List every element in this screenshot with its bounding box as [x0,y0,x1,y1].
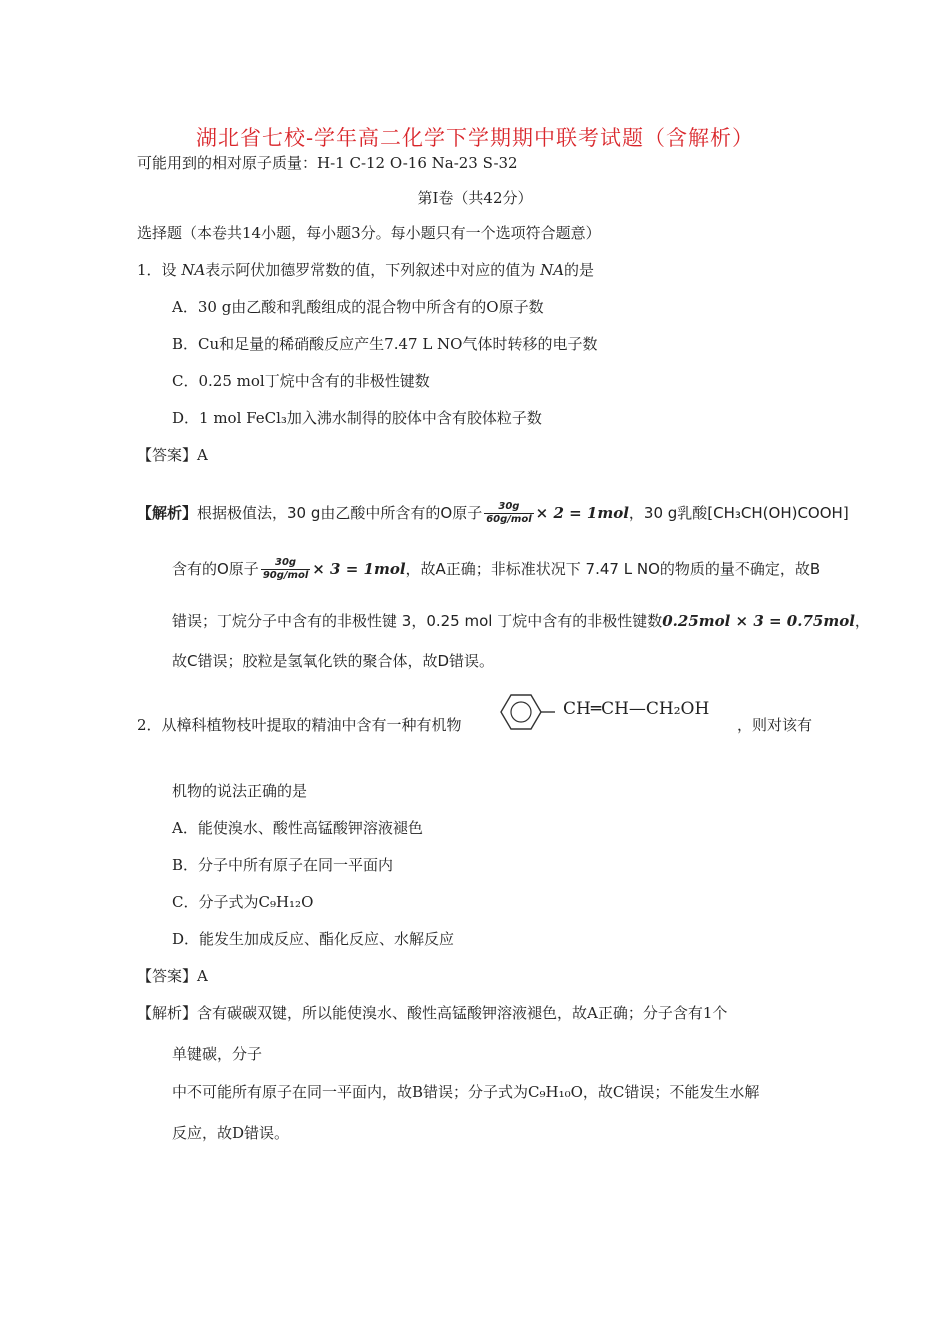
q1-answer: 【答案】A [137,446,208,464]
q1-expl-1a: 根据极值法，30 g由乙酸中所含有的O原子 [197,504,483,522]
fraction-2-den: 90g/mol [262,570,309,581]
fraction-2 [261,557,310,582]
q2-answer: 【答案】A [137,967,208,985]
q1-stem-a: 1．设 [137,261,182,279]
q1-expl-3b: 0.25mol × 3 = 0.75mol [662,612,855,630]
q2-option-d: D．能发生加成反应、酯化反应、水解反应 [172,930,455,948]
na-symbol: NA [181,261,206,279]
fraction-1 [484,501,533,526]
q1-stem-c: 的是 [564,261,595,279]
page-title: 湖北省七校-学年高二化学下学期期中联考试题（含解析） [195,126,755,150]
q2-stem-b: ，则对该有 [737,716,813,734]
q2-expl-1: 含有碳碳双键，所以能使溴水、酸性高锰酸钾溶液褪色，故A正确；分子含有1个 [197,1004,728,1022]
structure-chain: CH═CH—CH₂OH [563,699,710,719]
q1-expl-1c: ，30 g乳酸[CH₃CH(OH)COOH] [628,504,849,522]
section-title: 第Ⅰ卷（共42分） [417,189,533,207]
q1-option-c: C．0.25 mol丁烷中含有的非极性键数 [172,372,430,390]
q2-stem-a: 2．从樟科植物枝叶提取的精油中含有一种有机物 [137,716,462,734]
q2-stem-c: 机物的说法正确的是 [172,782,308,800]
q2-explanation-line4: 反应，故D错误。 [172,1124,290,1142]
fraction-2-num: 30g [261,557,310,570]
q1-expl-1b: × 2 = 1mol [535,504,629,522]
q2-explanation-line3: 中不可能所有原子在同一平面内，故B错误；分子式为C₉H₁₀O，故C错误；不能发生水解 [172,1083,760,1101]
q1-expl-2c: ，故A正确；非标准状况下 7.47 L NO的物质的量不确定，故B [405,560,821,578]
q1-expl-2b: × 3 = 1mol [312,560,406,578]
q1-explanation-line2 [172,556,820,582]
instructions: 选择题（本卷共14小题，每小题3分。每小题只有一个选项符合题意） [137,224,601,242]
benzene-ring-icon [497,692,555,732]
q1-expl-2a: 含有的O原子 [172,560,259,578]
q2-option-b: B．分子中所有原子在同一平面内 [172,856,394,874]
q1-explanation-line4: 故C错误；胶粒是氢氧化铁的聚合体，故D错误。 [172,652,495,670]
fraction-1-den: 60g/mol [486,514,532,525]
q2-option-a: A．能使溴水、酸性高锰酸钾溶液褪色 [172,819,423,837]
q1-option-b: B．Cu和足量的稀硝酸反应产生7.47 L NO气体时转移的电子数 [172,335,598,353]
q1-expl-3c: ， [854,612,870,630]
fraction-1-num: 30g [484,501,533,514]
q1-stem [137,260,594,280]
atomic-masses: 可能用到的相对原子质量：H-1 C-12 O-16 Na-23 S-32 [137,154,518,172]
q1-option-a: A．30 g由乙酸和乳酸组成的混合物中所含有的O原子数 [172,298,544,316]
q1-expl-label: 【解析】 [137,504,198,522]
q2-option-c: C．分子式为C₉H₁₂O [172,893,314,911]
q1-stem-b: 表示阿伏加德罗常数的值，下列叙述中对应的值为 [205,261,541,279]
q2-explanation-line1 [137,1003,727,1023]
q1-option-d: D．1 mol FeCl₃加入沸水制得的胶体中含有胶体粒子数 [172,409,542,427]
q1-explanation-line3 [172,609,870,633]
na-symbol-2: NA [540,261,565,279]
q2-explanation-line2: 单键碳，分子 [172,1045,263,1063]
q2-expl-label: 【解析】 [137,1004,198,1022]
q1-explanation-line1 [137,500,849,526]
q1-expl-3a: 错误；丁烷分子中含有的非极性键 3，0.25 mol 丁烷中含有的非极性键数 [172,612,663,630]
